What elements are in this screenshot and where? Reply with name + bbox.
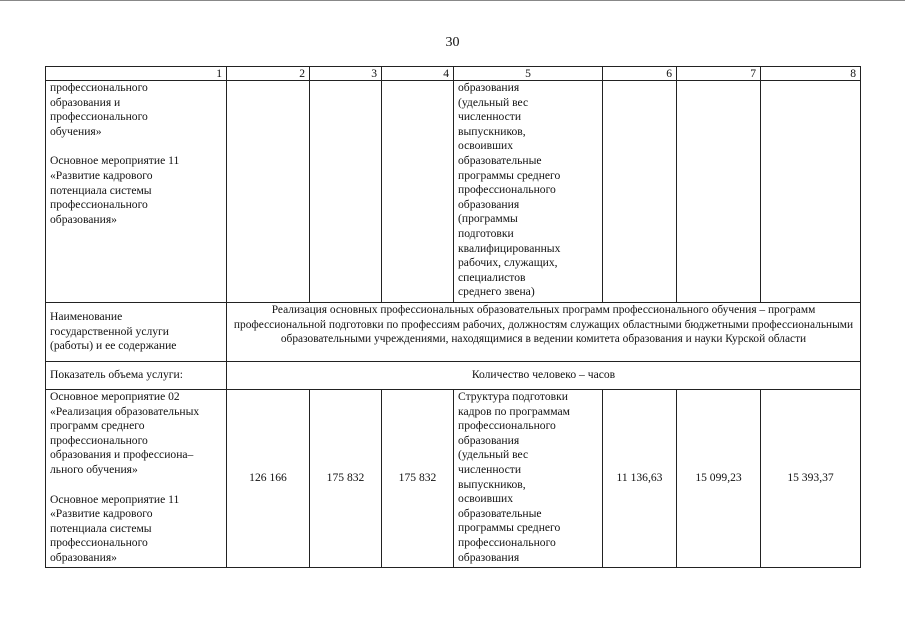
page-number: 30 <box>445 35 460 50</box>
header-col-8: 8 <box>761 67 861 81</box>
service-name-label-cell <box>46 303 227 362</box>
row1-activity-11: Основное мероприятие 11 «Развитие кадрового потенциала системы профессионального образования» <box>50 154 180 226</box>
row3-col2-value: 126 166 <box>227 390 310 568</box>
header-col-2: 2 <box>227 67 310 81</box>
row1-col2 <box>227 81 310 303</box>
service-name-label: Наименование государственной услуги (работы) и ее содержание <box>50 310 177 353</box>
row3-col3-value: 175 832 <box>310 390 382 568</box>
table-row <box>46 81 861 303</box>
volume-label: Показатель объема услуги: <box>50 368 183 382</box>
table-row <box>46 362 861 390</box>
table-row <box>46 390 861 568</box>
row1-col8 <box>761 81 861 303</box>
row3-activities-cell <box>46 390 227 568</box>
service-name-value: Реализация основных профессиональных образовательных программ профессионального обучения – программ профессиональной подготовки по профессиям рабочих, должностям служащих областными бюджетными профессиональными образовательными учреждениями, находящимися в ведении комитета образования и науки Курской области <box>233 304 854 346</box>
row3-col4-value: 175 832 <box>382 390 454 568</box>
row3-col8-value: 15 393,37 <box>761 390 861 568</box>
header-col-4: 4 <box>382 67 454 81</box>
volume-value-cell <box>227 362 861 390</box>
page-top-edge <box>0 0 905 1</box>
row1-indicator-text: образования (удельный вес численности выпускников, освоивших образовательные программы среднего профессионального образования (программы подготовки квалифицированных рабочих, служащих, специалистов среднего звена) <box>458 81 561 299</box>
row1-indicator-cell <box>454 81 603 303</box>
table-header-row <box>46 67 861 81</box>
row3-indicator-text: Структура подготовки кадров по программам профессионального образования (удельный вес численности выпускников, освоивших образовательные программы среднего профессионального образования <box>458 390 570 564</box>
row3-col7-value: 15 099,23 <box>677 390 761 568</box>
row1-activities-cell <box>46 81 227 303</box>
row1-activity-continued: профессионального образования и профессионального обучения» <box>50 81 148 138</box>
row1-col4 <box>382 81 454 303</box>
row1-col6 <box>603 81 677 303</box>
service-name-value-cell <box>227 303 861 362</box>
row1-col7 <box>677 81 761 303</box>
row1-col3 <box>310 81 382 303</box>
row3-activity-11: Основное мероприятие 11 «Развитие кадрового потенциала системы профессионального образования» <box>50 492 180 564</box>
row3-indicator-cell <box>454 390 603 568</box>
program-table <box>45 66 861 568</box>
header-col-3: 3 <box>310 67 382 81</box>
row3-activity-02: Основное мероприятие 02 «Реализация образовательных программ среднего профессионального образования и профессиона– льного обучения» <box>50 390 200 476</box>
header-col-5: 5 <box>454 67 603 81</box>
row3-col6-value: 11 136,63 <box>603 390 677 568</box>
header-col-7: 7 <box>677 67 761 81</box>
header-col-6: 6 <box>603 67 677 81</box>
volume-label-cell <box>46 362 227 390</box>
table-row <box>46 303 861 362</box>
header-col-1: 1 <box>46 67 227 81</box>
volume-value: Количество человеко – часов <box>471 368 616 382</box>
